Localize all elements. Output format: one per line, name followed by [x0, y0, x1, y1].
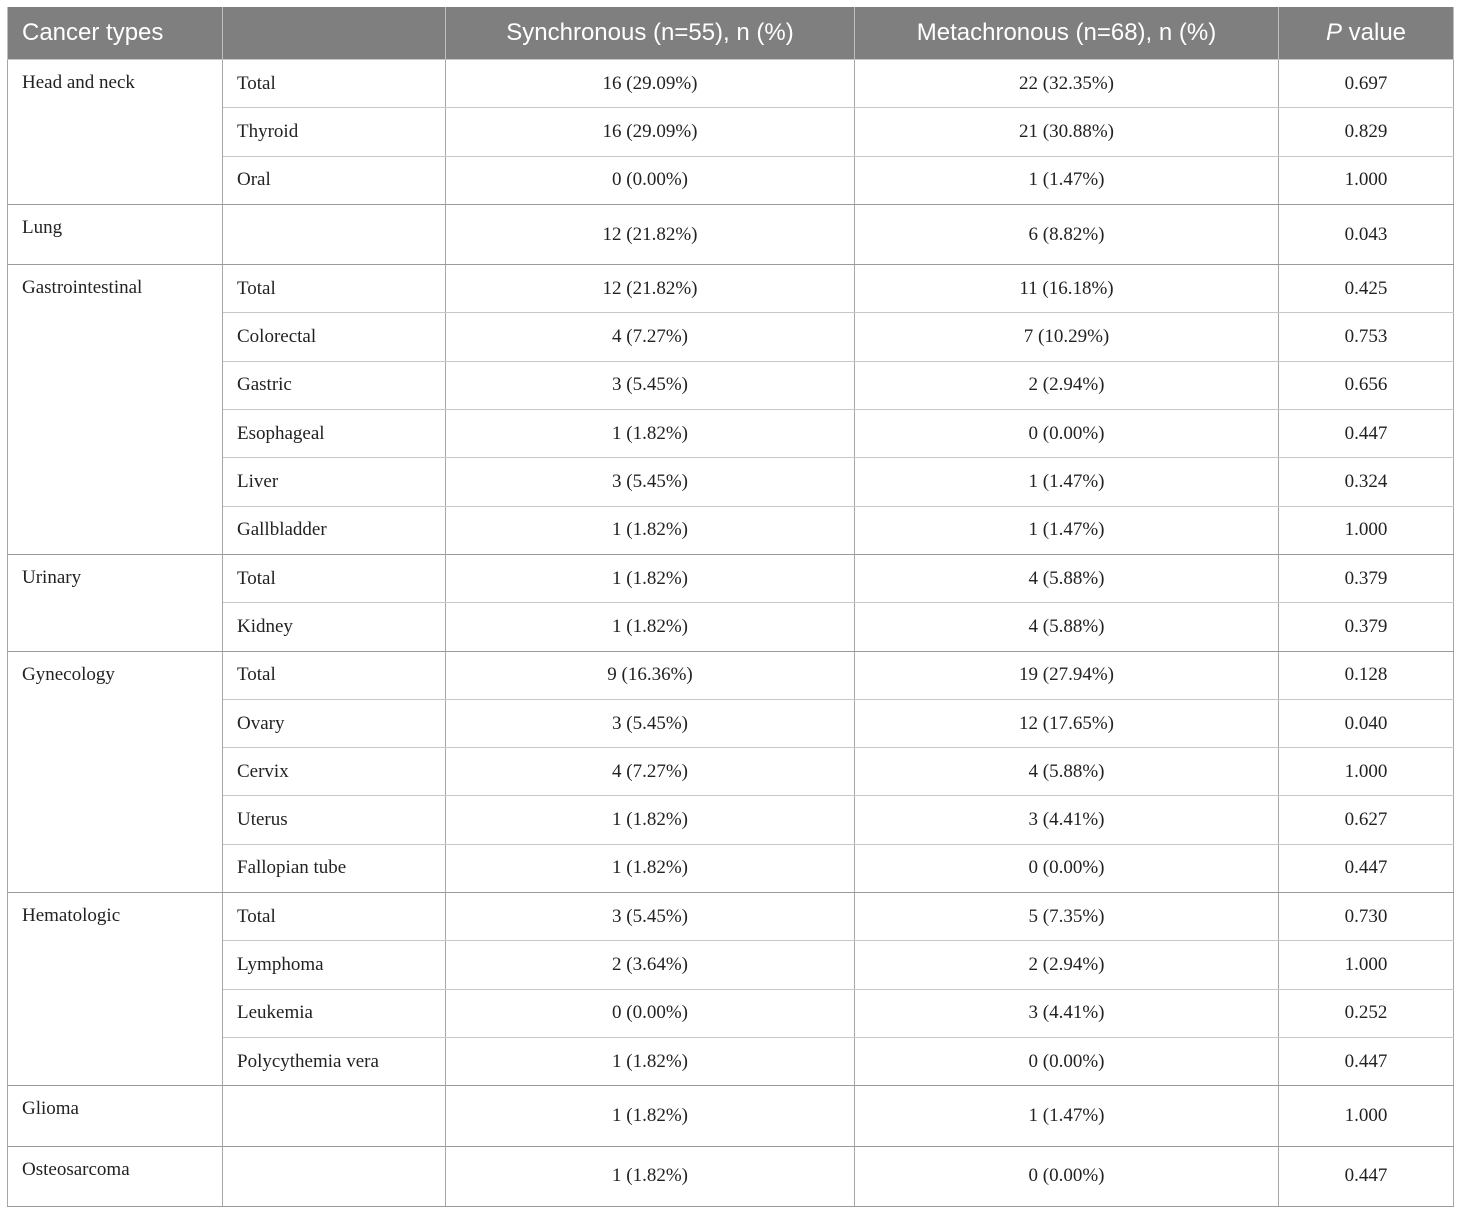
p-value-cell: 0.040 — [1279, 699, 1454, 747]
subtype-cell — [223, 204, 446, 264]
synchronous-cell: 1 (1.82%) — [446, 603, 855, 651]
table-row — [8, 1146, 1454, 1206]
metachronous-cell: 0 (0.00%) — [855, 1037, 1279, 1085]
subtype-cell: Lymphoma — [223, 941, 446, 989]
metachronous-cell: 1 (1.47%) — [855, 506, 1279, 554]
metachronous-cell: 4 (5.88%) — [855, 603, 1279, 651]
subtype-cell: Total — [223, 265, 446, 313]
table-row — [8, 60, 1454, 108]
metachronous-cell: 12 (17.65%) — [855, 699, 1279, 747]
table-row — [8, 989, 1454, 1037]
subtype-cell — [223, 1086, 446, 1146]
p-value-cell: 0.447 — [1279, 410, 1454, 458]
header-subtype — [223, 7, 446, 60]
subtype-cell: Thyroid — [223, 108, 446, 156]
synchronous-cell: 2 (3.64%) — [446, 941, 855, 989]
metachronous-cell: 22 (32.35%) — [855, 60, 1279, 108]
synchronous-cell: 3 (5.45%) — [446, 458, 855, 506]
subtype-cell: Gallbladder — [223, 506, 446, 554]
subtype-cell: Liver — [223, 458, 446, 506]
synchronous-cell: 1 (1.82%) — [446, 506, 855, 554]
table-row — [8, 410, 1454, 458]
metachronous-cell: 19 (27.94%) — [855, 651, 1279, 699]
subtype-cell: Ovary — [223, 699, 446, 747]
table-row — [8, 893, 1454, 941]
synchronous-cell: 3 (5.45%) — [446, 361, 855, 409]
synchronous-cell: 16 (29.09%) — [446, 108, 855, 156]
p-value-cell: 0.627 — [1279, 796, 1454, 844]
table-row — [8, 156, 1454, 204]
cancer-type-cell: Gastrointestinal — [8, 265, 223, 555]
p-value-cell: 0.447 — [1279, 844, 1454, 892]
synchronous-cell: 4 (7.27%) — [446, 748, 855, 796]
synchronous-cell: 3 (5.45%) — [446, 893, 855, 941]
metachronous-cell: 1 (1.47%) — [855, 458, 1279, 506]
p-value-cell: 0.829 — [1279, 108, 1454, 156]
metachronous-cell: 3 (4.41%) — [855, 796, 1279, 844]
metachronous-cell: 21 (30.88%) — [855, 108, 1279, 156]
subtype-cell: Gastric — [223, 361, 446, 409]
header-p-value — [1279, 7, 1454, 60]
metachronous-cell: 0 (0.00%) — [855, 844, 1279, 892]
p-value-cell: 0.425 — [1279, 265, 1454, 313]
cancer-type-cell: Head and neck — [8, 60, 223, 205]
cancer-type-cell: Urinary — [8, 554, 223, 651]
synchronous-cell: 1 (1.82%) — [446, 844, 855, 892]
synchronous-cell: 1 (1.82%) — [446, 1037, 855, 1085]
metachronous-cell: 0 (0.00%) — [855, 1146, 1279, 1206]
header-metachronous: Metachronous (n=68), n (%) — [855, 7, 1279, 60]
table-row — [8, 796, 1454, 844]
p-value-cell: 0.379 — [1279, 603, 1454, 651]
header-row — [8, 7, 1454, 60]
header-p-italic: P — [1325, 19, 1342, 46]
metachronous-cell: 3 (4.41%) — [855, 989, 1279, 1037]
metachronous-cell: 7 (10.29%) — [855, 313, 1279, 361]
subtype-cell: Leukemia — [223, 989, 446, 1037]
table-header — [8, 7, 1454, 60]
subtype-cell: Cervix — [223, 748, 446, 796]
synchronous-cell: 9 (16.36%) — [446, 651, 855, 699]
table-row — [8, 941, 1454, 989]
metachronous-cell: 4 (5.88%) — [855, 748, 1279, 796]
synchronous-cell: 1 (1.82%) — [446, 1086, 855, 1146]
header-p-rest: value — [1341, 19, 1407, 46]
p-value-cell: 0.447 — [1279, 1037, 1454, 1085]
synchronous-cell: 12 (21.82%) — [446, 265, 855, 313]
p-value-cell: 1.000 — [1279, 748, 1454, 796]
p-value-cell: 0.753 — [1279, 313, 1454, 361]
subtype-cell: Polycythemia vera — [223, 1037, 446, 1085]
p-value-cell: 0.697 — [1279, 60, 1454, 108]
metachronous-cell: 2 (2.94%) — [855, 941, 1279, 989]
synchronous-cell: 1 (1.82%) — [446, 410, 855, 458]
header-synchronous: Synchronous (n=55), n (%) — [446, 7, 855, 60]
metachronous-cell: 2 (2.94%) — [855, 361, 1279, 409]
subtype-cell: Uterus — [223, 796, 446, 844]
subtype-cell: Kidney — [223, 603, 446, 651]
table-row — [8, 204, 1454, 264]
cancer-type-cell: Lung — [8, 204, 223, 264]
p-value-cell: 0.730 — [1279, 893, 1454, 941]
subtype-cell: Esophageal — [223, 410, 446, 458]
synchronous-cell: 1 (1.82%) — [446, 554, 855, 602]
p-value-cell: 0.656 — [1279, 361, 1454, 409]
table-row — [8, 313, 1454, 361]
table-row — [8, 458, 1454, 506]
p-value-cell: 1.000 — [1279, 941, 1454, 989]
p-value-cell: 1.000 — [1279, 1086, 1454, 1146]
metachronous-cell: 11 (16.18%) — [855, 265, 1279, 313]
subtype-cell: Total — [223, 651, 446, 699]
subtype-cell: Oral — [223, 156, 446, 204]
synchronous-cell: 1 (1.82%) — [446, 796, 855, 844]
synchronous-cell: 1 (1.82%) — [446, 1146, 855, 1206]
p-value-cell: 0.447 — [1279, 1146, 1454, 1206]
table-row — [8, 554, 1454, 602]
metachronous-cell: 0 (0.00%) — [855, 410, 1279, 458]
table-row — [8, 748, 1454, 796]
p-value-cell: 0.324 — [1279, 458, 1454, 506]
table-row — [8, 361, 1454, 409]
synchronous-cell: 12 (21.82%) — [446, 204, 855, 264]
subtype-cell: Total — [223, 554, 446, 602]
cancer-type-cell: Osteosarcoma — [8, 1146, 223, 1206]
table-row — [8, 1086, 1454, 1146]
table-row — [8, 651, 1454, 699]
table-row — [8, 844, 1454, 892]
subtype-cell: Total — [223, 60, 446, 108]
header-cancer-types: Cancer types — [8, 7, 223, 60]
cancer-types-table — [7, 7, 1454, 1207]
cancer-type-cell: Hematologic — [8, 893, 223, 1086]
table-row — [8, 108, 1454, 156]
metachronous-cell: 6 (8.82%) — [855, 204, 1279, 264]
metachronous-cell: 1 (1.47%) — [855, 1086, 1279, 1146]
subtype-cell: Total — [223, 893, 446, 941]
synchronous-cell: 3 (5.45%) — [446, 699, 855, 747]
metachronous-cell: 1 (1.47%) — [855, 156, 1279, 204]
synchronous-cell: 16 (29.09%) — [446, 60, 855, 108]
subtype-cell: Colorectal — [223, 313, 446, 361]
cancer-type-cell: Glioma — [8, 1086, 223, 1146]
synchronous-cell: 0 (0.00%) — [446, 989, 855, 1037]
table-row — [8, 603, 1454, 651]
p-value-cell: 1.000 — [1279, 506, 1454, 554]
table-row — [8, 506, 1454, 554]
table-row — [8, 699, 1454, 747]
subtype-cell — [223, 1146, 446, 1206]
synchronous-cell: 4 (7.27%) — [446, 313, 855, 361]
p-value-cell: 0.043 — [1279, 204, 1454, 264]
p-value-cell: 0.379 — [1279, 554, 1454, 602]
synchronous-cell: 0 (0.00%) — [446, 156, 855, 204]
metachronous-cell: 5 (7.35%) — [855, 893, 1279, 941]
subtype-cell: Fallopian tube — [223, 844, 446, 892]
table-row — [8, 265, 1454, 313]
metachronous-cell: 4 (5.88%) — [855, 554, 1279, 602]
p-value-cell: 0.128 — [1279, 651, 1454, 699]
p-value-cell: 1.000 — [1279, 156, 1454, 204]
p-value-cell: 0.252 — [1279, 989, 1454, 1037]
table-body — [8, 60, 1454, 1207]
table-row — [8, 1037, 1454, 1085]
cancer-type-cell: Gynecology — [8, 651, 223, 892]
